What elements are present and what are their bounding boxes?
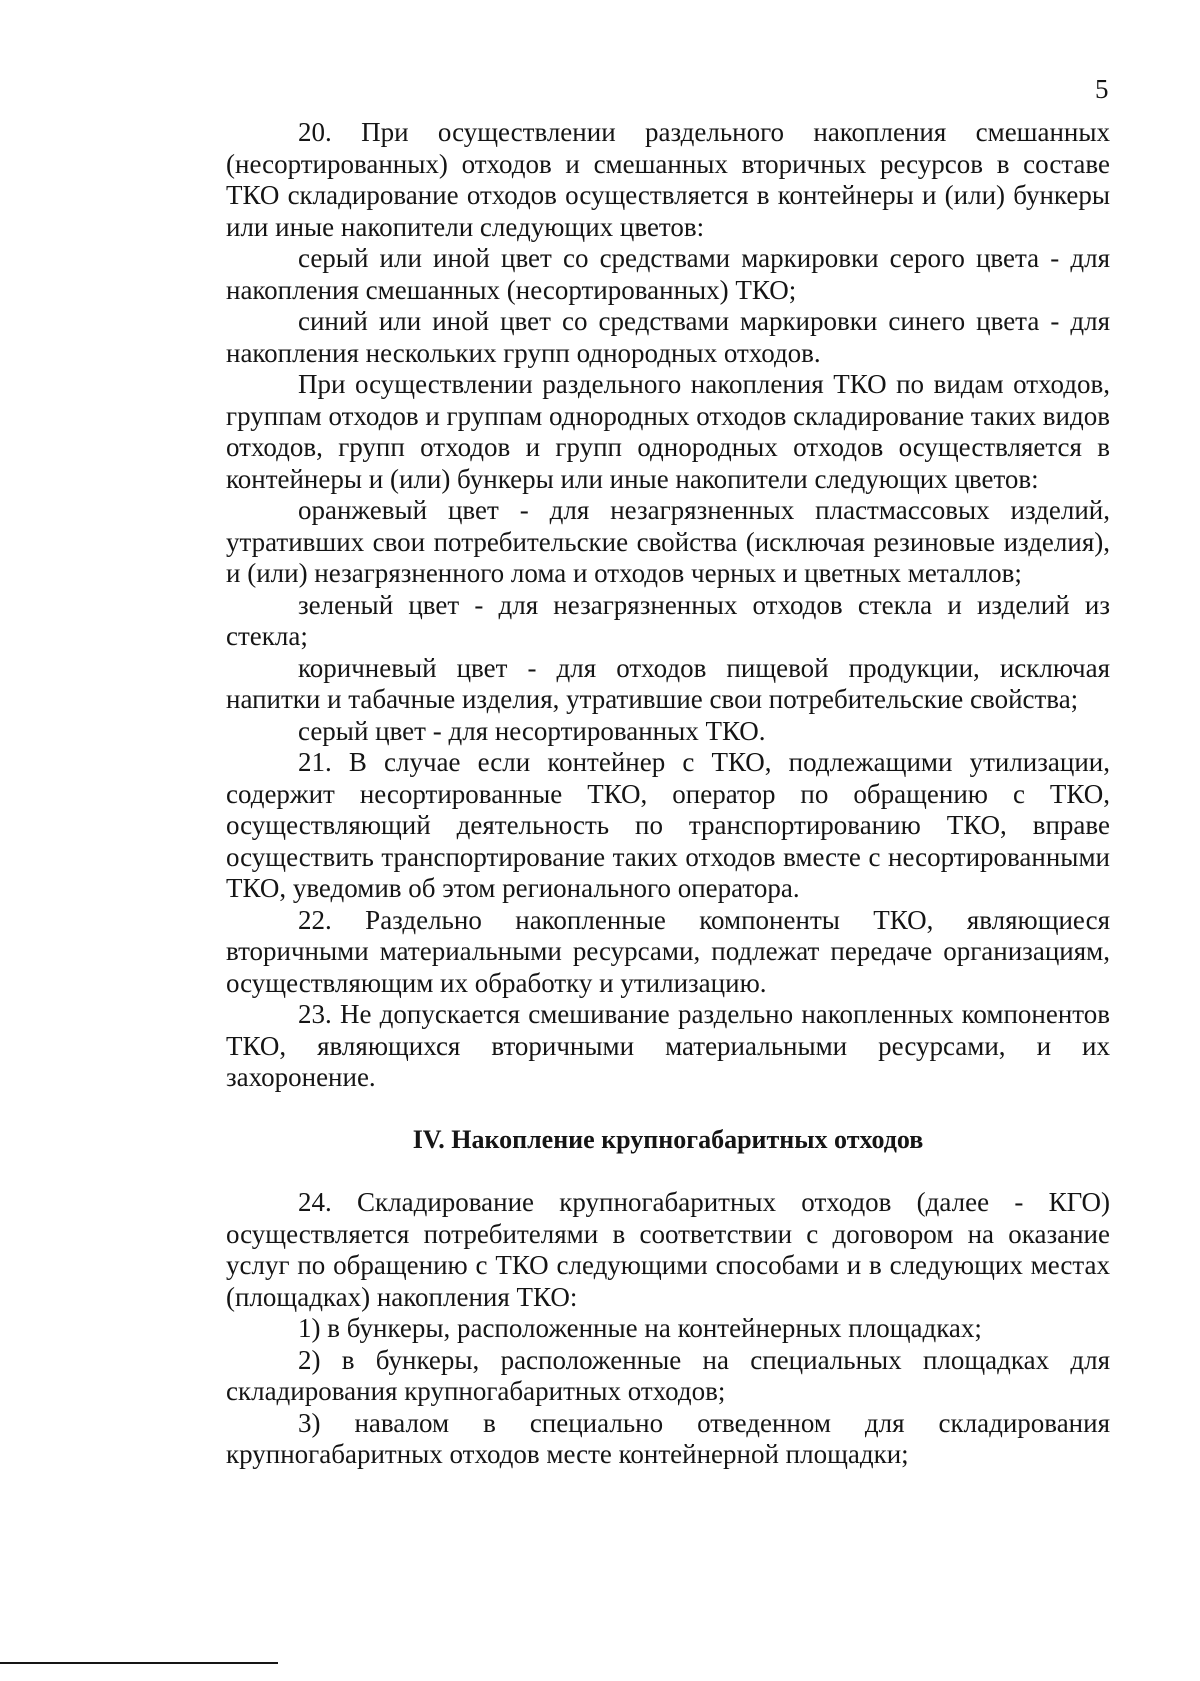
paragraph-22: 22. Раздельно накопленные компоненты ТКО, являющиеся вторичными материальными ресурсами, подлежат передаче организациям, осуществляющим их обработку и утилизацию. bbox=[226, 904, 1110, 998]
paragraph-gray-color: серый или иной цвет со средствами маркировки серого цвета - для накопления смешанных (несортированных) ТКО; bbox=[226, 243, 1110, 305]
paragraph-brown-color: коричневый цвет - для отходов пищевой продукции, исключая напитки и табачные изделия, утратившие свои потребительские свойства; bbox=[226, 652, 1110, 714]
paragraph-23: 23. Не допускается смешивание раздельно накопленных компонентов ТКО, являющихся вторичными материальными ресурсами, и их захоронение. bbox=[226, 999, 1110, 1092]
paragraph-24: 24. Складирование крупногабаритных отходов (далее - КГО) осуществляется потребителями в соответствии с договором на оказание услуг по обращению с ТКО следующими способами и в следующих местах (площадках) накопления ТКО: bbox=[226, 1187, 1110, 1312]
footer-rule bbox=[0, 1662, 278, 1664]
paragraph-blue-color: синий или иной цвет со средствами маркировки синего цвета - для накопления нескольких групп однородных отходов. bbox=[226, 306, 1110, 368]
list-item-1: 1) в бункеры, расположенные на контейнерных площадках; bbox=[298, 1313, 982, 1343]
paragraph-green-color: зеленый цвет - для незагрязненных отходов стекла и изделий из стекла; bbox=[226, 589, 1110, 651]
list-item-2: 2) в бункеры, расположенные на специальных площадках для складирования крупногабаритных отходов; bbox=[226, 1344, 1110, 1406]
paragraph-20: 20. При осуществлении раздельного накопления смешанных (несортированных) отходов и смешанных вторичных ресурсов в составе ТКО складирование отходов осуществляется в контейнеры и (или) бункеры или иные накопители следующих цветов: bbox=[226, 117, 1110, 242]
paragraph-orange-color: оранжевый цвет - для незагрязненных пластмассовых изделий, утративших свои потребительские свойства (исключая резиновые изделия), и (или) незагрязненного лома и отходов черных и цветных металлов; bbox=[226, 495, 1110, 588]
list-item-3: 3) навалом в специально отведенном для складирования крупногабаритных отходов месте контейнерной площадки; bbox=[226, 1407, 1110, 1469]
section-heading: IV. Накопление крупногабаритных отходов bbox=[412, 1124, 924, 1154]
paragraph-gray-unsorted: серый цвет - для несортированных ТКО. bbox=[298, 715, 766, 746]
document-body bbox=[226, 117, 1110, 1471]
paragraph-21: 21. В случае если контейнер с ТКО, подлежащими утилизации, содержит несортированные ТКО, оператор по обращению с ТКО, осуществляющий деятельность по транспортированию ТКО, вправе осуществить транспортирование таких отходов вместе с несортированными ТКО, уведомив об этом регионального оператора. bbox=[226, 747, 1110, 903]
paragraph-separate-accumulation: При осуществлении раздельного накопления ТКО по видам отходов, группам отходов и группам однородных отходов складирование таких видов отходов, групп отходов и групп однородных отходов осуществляется в контейнеры и (или) бункеры или иные накопители следующих цветов: bbox=[226, 369, 1110, 494]
page-number: 5 bbox=[1095, 74, 1109, 104]
